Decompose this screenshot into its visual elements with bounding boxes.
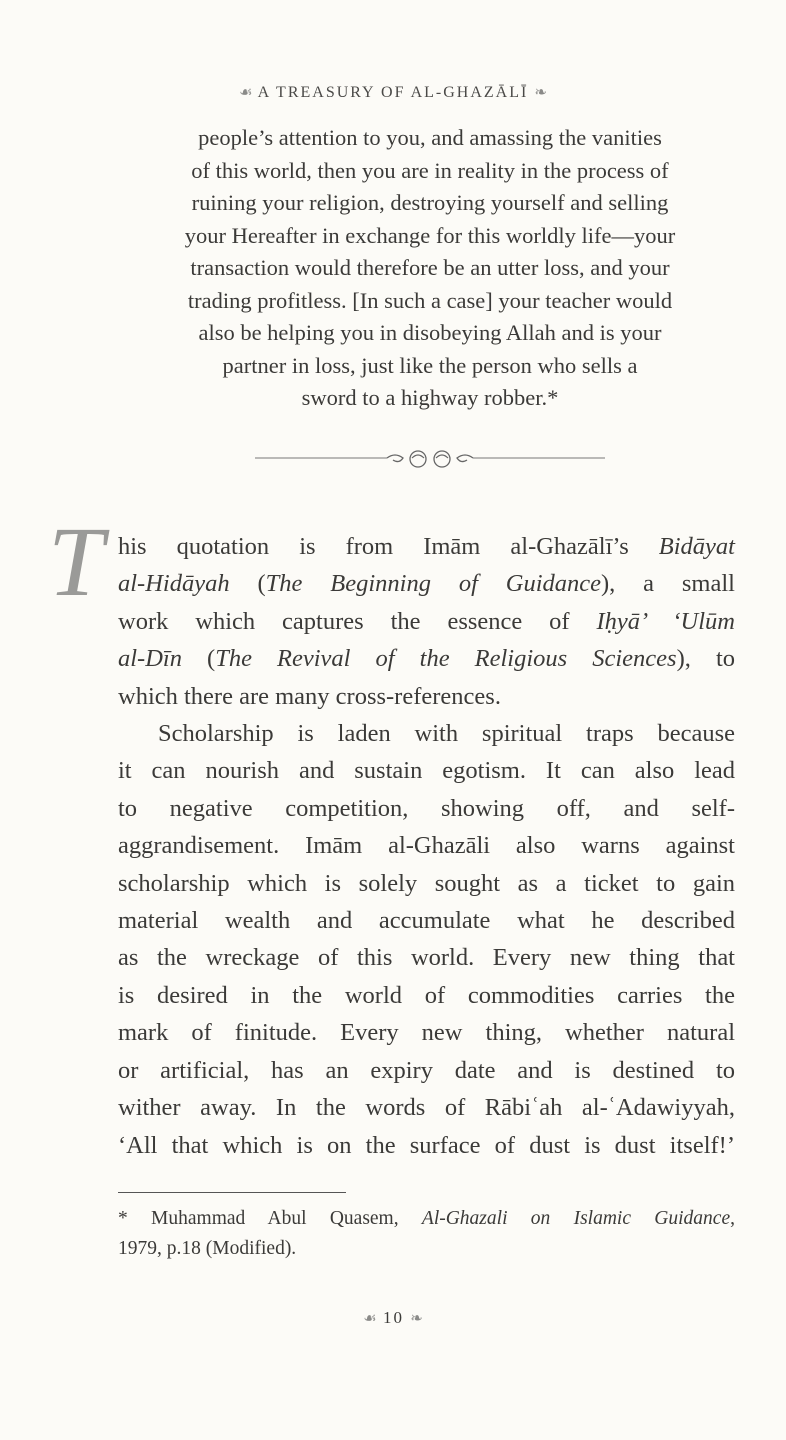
quote-line: ruining your religion, destroying yourself and selling	[191, 190, 669, 215]
quote-line: of this world, then you are in reality in the process of	[191, 157, 669, 183]
text-line: is desired in the world of commodities carries the	[118, 981, 735, 1009]
quote-line: your Hereafter in exchange for this worldly life—your	[184, 222, 676, 248]
text-line: as the wreckage of this world. Every new thing that	[118, 944, 735, 972]
text-line: wither away. In the words of Rābiʿah al-ʿAdawiyyah,	[118, 1094, 735, 1122]
paragraph-1	[118, 528, 735, 715]
italic-text: The Beginning of Guidance	[265, 570, 601, 598]
text-line: mark of finitude. Every new thing, whether natural	[118, 1019, 735, 1047]
text-line: to negative competition, showing off, and self-	[118, 794, 735, 822]
text-line	[118, 678, 735, 715]
header-title: A TREASURY OF AL-GHAZĀLĪ	[257, 84, 529, 101]
text-line	[118, 603, 735, 640]
italic-text: The Revival of the Religious Sciences	[215, 645, 677, 673]
text-line: aggrandisement. Imām al-Ghazāli also warns against	[118, 832, 735, 860]
text-line	[118, 565, 735, 602]
ornament-right-icon: ❧	[410, 1311, 423, 1327]
text-line: ‘All that which is on the surface of dust is dust itself!’	[118, 1131, 735, 1159]
text-line: scholarship which is solely sought as a ticket to gain	[118, 869, 735, 897]
running-header	[0, 83, 786, 102]
ornament-left-icon: ☙	[239, 85, 253, 101]
text-run: (	[229, 570, 266, 598]
text-run: ), a small	[601, 570, 735, 598]
page-number-value: 10	[382, 1308, 404, 1327]
block-quote	[100, 122, 760, 415]
drop-cap: T	[48, 506, 104, 617]
ornament-left-icon: ☙	[363, 1311, 377, 1327]
text-run: * Muhammad Abul Quasem,	[118, 1208, 422, 1229]
page-number	[0, 1308, 786, 1328]
body-text	[118, 528, 735, 1164]
italic-text: al-Hidāyah	[118, 570, 230, 598]
text-run: his quotation is from Imām al-Ghazālī’s	[118, 533, 659, 560]
quote-line: trading profitless. [In such a case] your teacher would	[187, 287, 673, 313]
text-run: which there are many cross-references.	[118, 682, 501, 710]
footnote	[118, 1204, 735, 1264]
text-line	[118, 640, 735, 677]
quote-line: people’s attention to you, and amassing the vanities	[198, 125, 662, 150]
ornament-right-icon: ❧	[534, 85, 547, 101]
paragraph-2	[118, 715, 735, 1164]
italic-text: Al-Ghazali on Islamic Guidance	[421, 1208, 731, 1229]
footnote-line: 1979, p.18 (Modified).	[118, 1238, 297, 1259]
quote-line: also be helping you in disobeying Allah and is your	[198, 320, 662, 345]
quote-line: transaction would therefore be an utter loss, and your	[190, 255, 670, 280]
section-divider-ornament	[255, 446, 605, 470]
text-line: Scholarship is laden with spiritual traps because	[158, 720, 735, 748]
italic-text: Iḥyā’ ‘Ulūm	[596, 607, 735, 635]
quote-line: sword to a highway robber.*	[301, 385, 559, 410]
text-run: work which captures the essence of	[118, 607, 597, 635]
text-line: or artificial, has an expiry date and is destined to	[118, 1056, 735, 1084]
text-line	[118, 528, 735, 565]
text-run: ), to	[676, 645, 735, 673]
text-line: material wealth and accumulate what he described	[118, 907, 735, 935]
text-line: it can nourish and sustain egotism. It can also lead	[118, 757, 735, 785]
text-run: ,	[730, 1208, 735, 1229]
text-run: (	[181, 645, 216, 673]
footnote-rule	[118, 1192, 346, 1193]
quote-line: partner in loss, just like the person who sells a	[222, 352, 638, 378]
footnote-line	[118, 1204, 735, 1234]
italic-text: al-Dīn	[118, 645, 182, 673]
italic-text: Bidāyat	[658, 533, 735, 560]
